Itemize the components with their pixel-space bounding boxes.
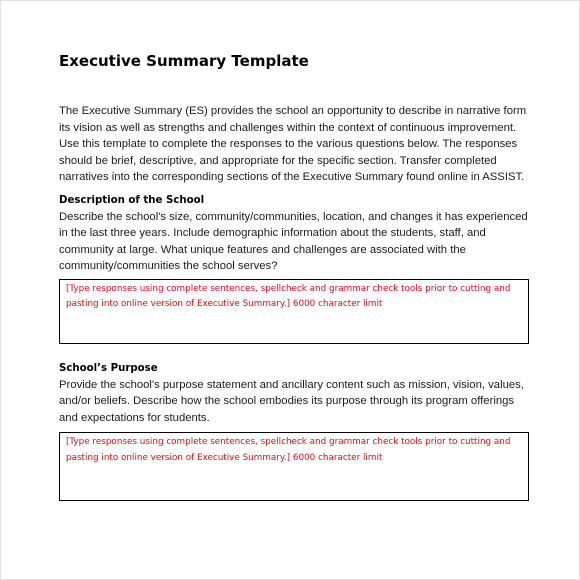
response-box-purpose[interactable] — [59, 432, 529, 501]
document-content — [59, 51, 529, 501]
response-box-description[interactable] — [59, 279, 529, 344]
response-placeholder-description[interactable]: [Type responses using complete sentences, spellcheck and grammar check tools prior to cutting and pasting into online version of Executive Summary.] 6000 character limit — [66, 283, 511, 310]
section-heading-description: Description of the School — [59, 194, 205, 206]
document-title: Executive Summary Template — [59, 52, 309, 70]
intro-paragraph: The Executive Summary (ES) provides the school an opportunity to describe in narrative form its vision as well as strengths and challenges within the context of continuous improvement. Use this template to complete the responses to the various questions below. The responses should be brief, descriptive, and appropriate for the specific section. Transfer completed narratives into the corresponding sections of the Executive Summary found online in ASSIST. — [59, 105, 527, 183]
section-body-description: Describe the school's size, community/communities, location, and changes it has experienced in the last three years. Include demographic information about the students, staff, and community at large. What unique features and challenges are associated with the community/communities the school serves? — [59, 210, 528, 272]
section-body-purpose: Provide the school's purpose statement and ancillary content such as mission, vision, values, and/or beliefs. Describe how the school embodies its purpose through its program offerings and expectations for students. — [59, 378, 524, 424]
response-placeholder-purpose[interactable]: [Type responses using complete sentences, spellcheck and grammar check tools prior to cutting and pasting into online version of Executive Summary.] 6000 character limit — [66, 437, 511, 463]
section-heading-purpose: School’s Purpose — [59, 362, 158, 374]
